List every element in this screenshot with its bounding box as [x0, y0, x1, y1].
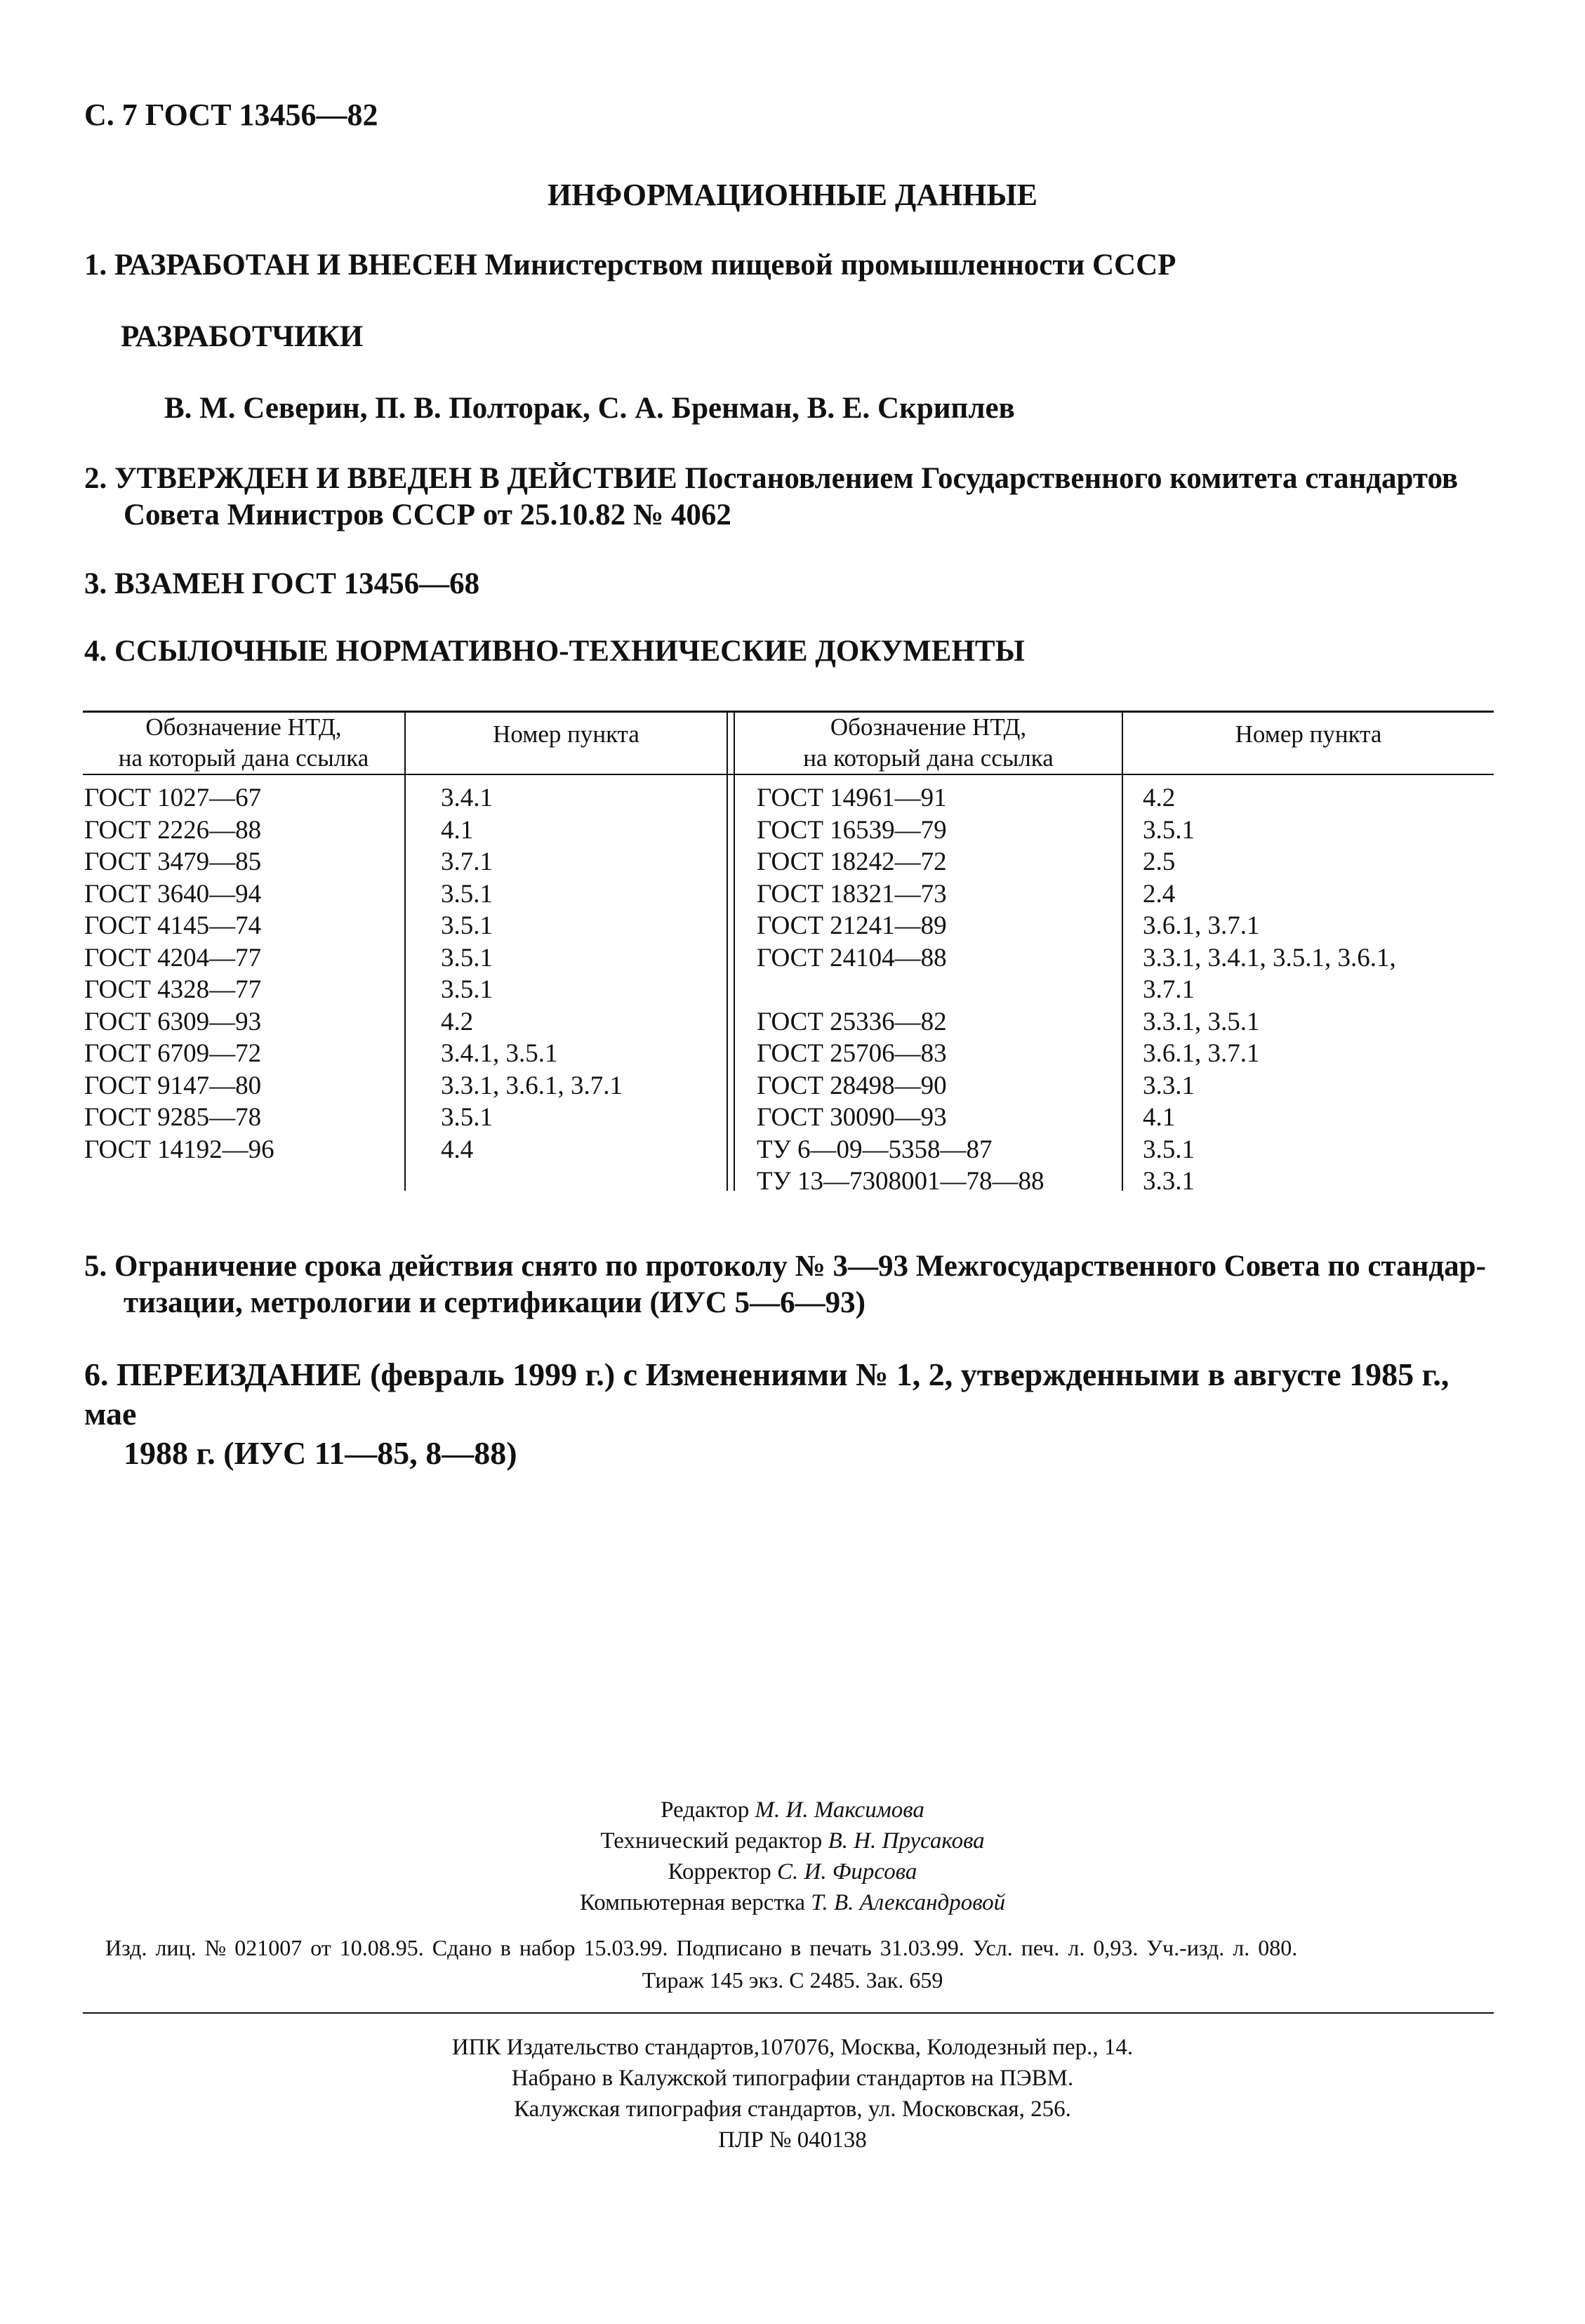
credits [0, 1795, 1585, 1918]
item-5: 5. Ограничение срока действия снято по протоколу № 3—93 Межгосударственного Совета по стандар- тизации, метрологии и сертификации (ИУС 5—6—93) [84, 1250, 1486, 1319]
header-item-right: Номер пункта [1235, 720, 1382, 748]
item-2-text: Постановлением Государственного комитета стандартов [677, 462, 1459, 495]
header-item-left: Номер пункта [493, 720, 639, 748]
publication-info: Изд. лиц. № 021007 от 10.08.95. Сдано в набор 15.03.99. Подписано в печать 31.03.99. Усл. печ. л. 0,93. Уч.-изд. л. 080. [105, 1935, 1298, 1960]
left-items-column: 3.4.1 4.1 3.7.1 3.5.1 3.5.1 3.5.1 3.5.1 4.2 3.4.1, 3.5.1 3.3.1, 3.6.1, 3.7.1 3.5.1 4.4 [441, 784, 623, 1164]
table-header-rule [83, 774, 1494, 775]
page-header: С. 7 ГОСТ 13456—82 [84, 98, 378, 132]
item-2-text-cont: Совета Министров СССР от 25.10.82 № 4062 [124, 499, 731, 532]
right-items-column: 4.2 3.5.1 2.5 2.4 3.6.1, 3.7.1 3.3.1, 3.4.1, 3.5.1, 3.6.1, 3.7.1 3.3.1, 3.5.1 3.6.1, 3.7.1 3.3.1 4.1 3.5.1 3.3.1 [1143, 784, 1396, 1196]
item-1-text: Министерством пищевой промышленности СССР [477, 249, 1176, 282]
left-docs-column: ГОСТ 1027—67 ГОСТ 2226—88 ГОСТ 3479—85 ГОСТ 3640—94 ГОСТ 4145—74 ГОСТ 4204—77 ГОСТ 4328—77 ГОСТ 6309—93 ГОСТ 6709—72 ГОСТ 9147—80 ГОСТ 9285—78 ГОСТ 14192—96 [84, 784, 274, 1164]
table-divider [1122, 712, 1123, 1191]
header-doc-left: Обозначение НТД, на который дана ссылка [118, 713, 369, 772]
reference-table [83, 711, 1494, 1195]
header-doc-right: Обозначение НТД, на который дана ссылка [803, 713, 1054, 772]
item-4: 4. ССЫЛОЧНЫЕ НОРМАТИВНО-ТЕХНИЧЕСКИЕ ДОКУМЕНТЫ [84, 635, 1025, 668]
item-1-lead: 1. РАЗРАБОТАН И ВНЕСЕН [84, 249, 477, 282]
item-6: 6. ПЕРЕИЗДАНИЕ (февраль 1999 г.) с Изменениями № 1, 2, утвержденными в августе 1985 г., мае 1988 г. (ИУС 11—85, 8—88) [84, 1356, 1450, 1471]
credit-editor: Редактор М. И. Максимова [661, 1797, 924, 1823]
footer-rule [83, 2012, 1494, 2014]
page-title: ИНФОРМАЦИОННЫЕ ДАННЫЕ [547, 178, 1038, 212]
table-double-divider-b [734, 712, 735, 1191]
credit-corrector: Корректор С. И. Фирсова [668, 1859, 917, 1884]
item-1 [84, 247, 1176, 284]
item-2 [84, 461, 1488, 534]
table-divider [404, 712, 406, 1191]
credit-tech-editor: Технический редактор В. Н. Прусакова [600, 1828, 985, 1854]
credit-layout: Компьютерная верстка Т. В. Александровой [579, 1890, 1006, 1915]
developers-label: РАЗРАБОТЧИКИ [121, 320, 364, 353]
right-docs-column: ГОСТ 14961—91 ГОСТ 16539—79 ГОСТ 18242—72 ГОСТ 18321—73 ГОСТ 21241—89 ГОСТ 24104—88 ГОСТ 25336—82 ГОСТ 25706—83 ГОСТ 28498—90 ГОСТ 30090—93 ТУ 6—09—5358—87 ТУ 13—7308001—78—88 [757, 784, 1044, 1196]
printing-info: ИПК Издательство стандартов,107076, Москва, Колодезный пер., 14. Набрано в Калужской типографии стандартов на ПЭВМ. Калужская типография стандартов, ул. Московская, 256. ПЛР № 040138 [451, 2035, 1134, 2153]
print-run-info: Тираж 145 экз. С 2485. Зак. 659 [642, 1967, 943, 1993]
item-3: 3. ВЗАМЕН ГОСТ 13456—68 [84, 567, 480, 600]
developers-names: В. М. Северин, П. В. Полторак, С. А. Бренман, В. Е. Скриплев [164, 392, 1015, 425]
table-double-divider-a [727, 712, 728, 1191]
item-2-lead: 2. УТВЕРЖДЕН И ВВЕДЕН В ДЕЙСТВИЕ [84, 462, 677, 495]
